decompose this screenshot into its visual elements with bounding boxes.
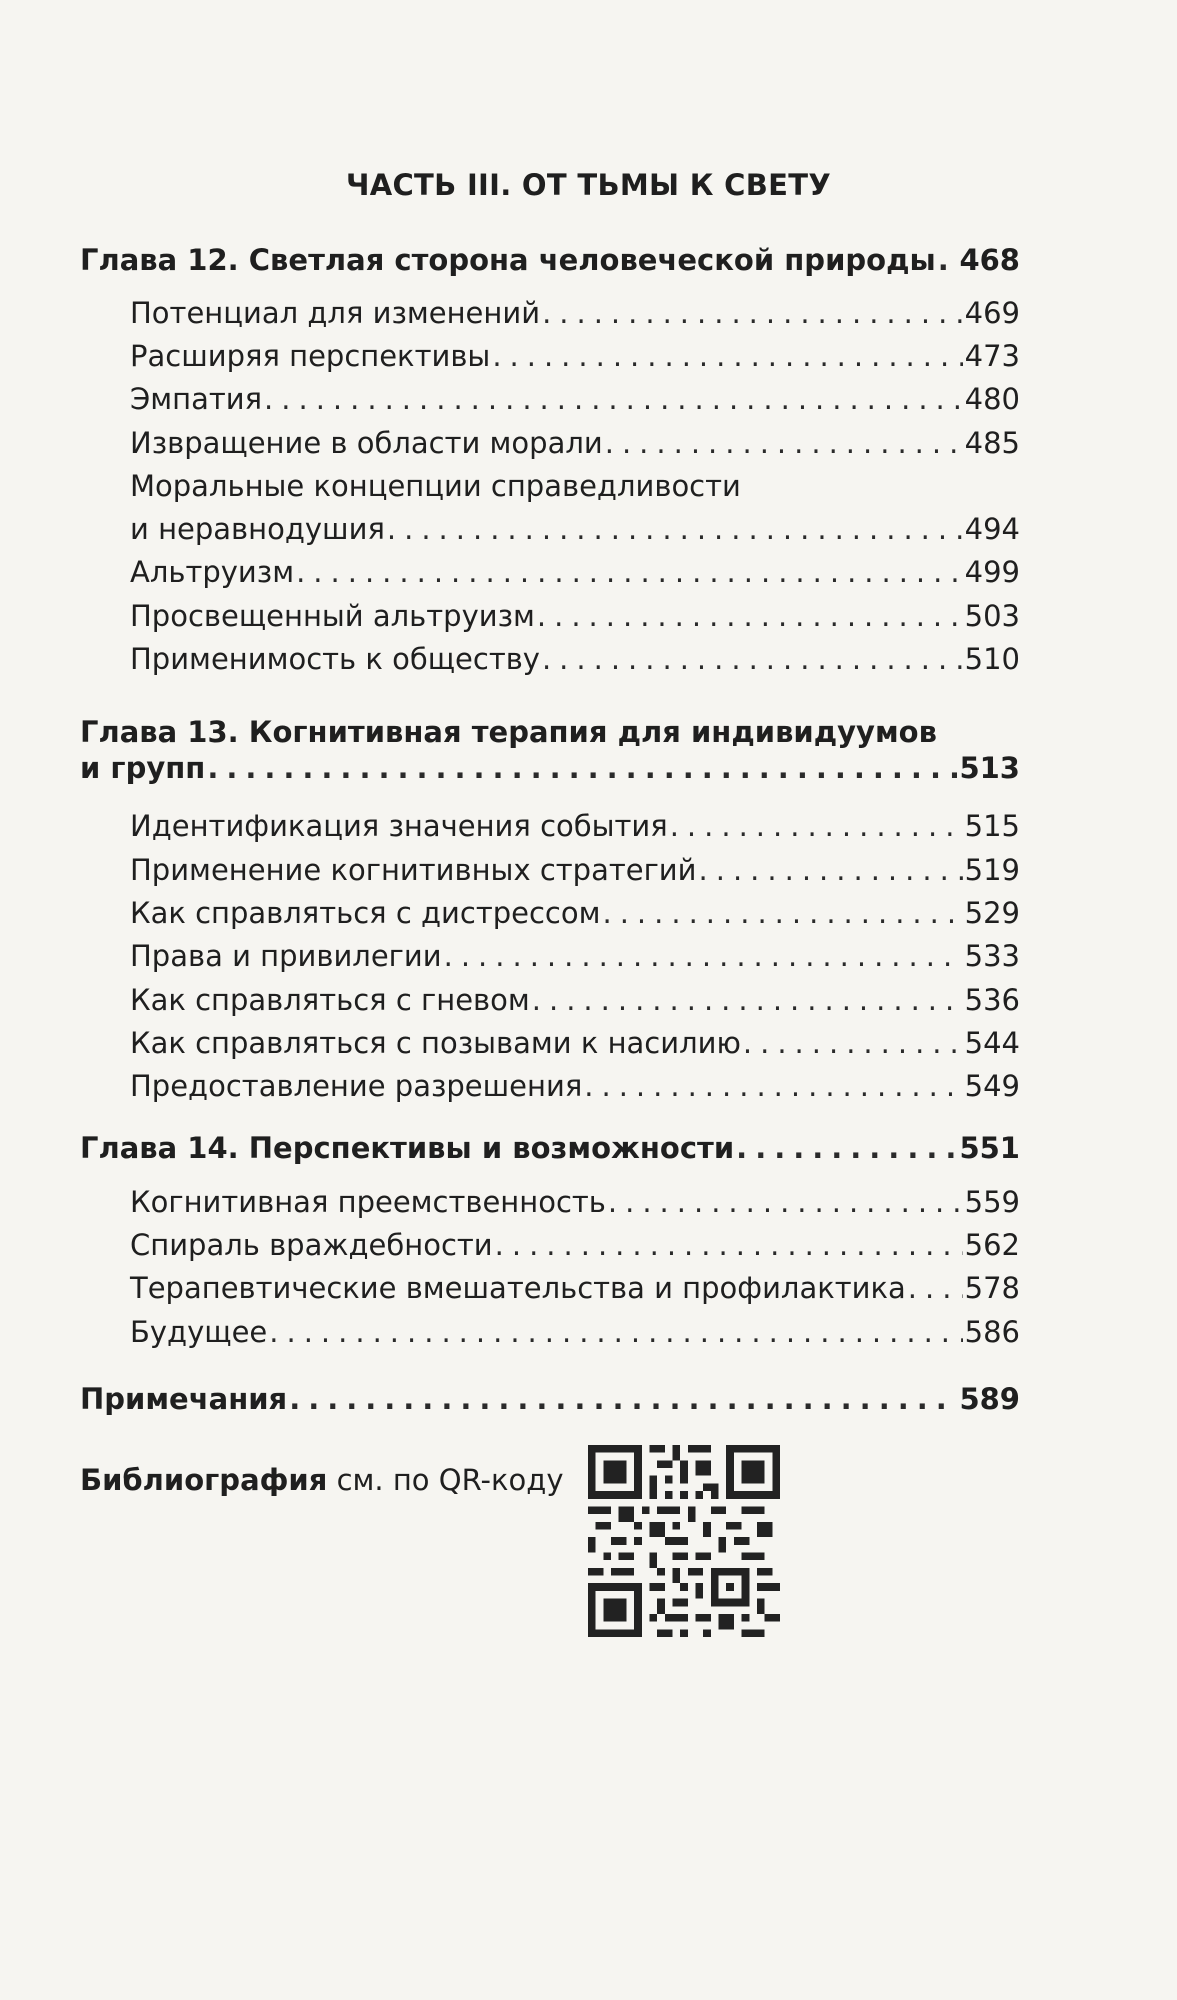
dot-leader (542, 293, 963, 333)
dot-leader (492, 336, 962, 376)
dot-leader (608, 1182, 963, 1222)
dot-leader (387, 509, 963, 549)
toc-item[interactable] (130, 1312, 1020, 1352)
toc-item[interactable] (130, 1023, 1020, 1063)
page-number: 510 (964, 642, 1020, 676)
page-number: 480 (964, 382, 1020, 416)
page-number: 562 (964, 1228, 1020, 1262)
page-number: 499 (964, 555, 1020, 589)
page-number: 549 (964, 1069, 1020, 1103)
toc-item[interactable] (130, 509, 1020, 549)
toc-item[interactable] (130, 893, 1020, 933)
dot-leader (670, 806, 963, 846)
chapter-title: Глава 12. Светлая сторона человеческой природы (80, 243, 936, 277)
page-number: 519 (964, 853, 1020, 887)
item-title: Извращение в области морали (130, 426, 603, 460)
dot-leader (264, 379, 963, 419)
toc-item[interactable] (130, 596, 1020, 636)
item-title: Права и привилегии (130, 939, 442, 973)
bibliography-note (80, 1460, 564, 1500)
item-title: Когнитивная преемственность (130, 1185, 606, 1219)
toc-item[interactable] (130, 1268, 1020, 1308)
item-title: Спираль враждебности (130, 1228, 493, 1262)
page-number: 533 (964, 939, 1020, 973)
dot-leader (699, 850, 963, 890)
dot-leader (289, 1379, 957, 1419)
item-title: Будущее (130, 1315, 268, 1349)
dot-leader (532, 980, 963, 1020)
item-title-line1: Моральные концепции справедливости (130, 469, 741, 503)
page-number: 513 (959, 751, 1020, 785)
bibliography-rest: см. по QR-коду (327, 1463, 564, 1497)
chapter-title: Глава 14. Перспективы и возможности (80, 1131, 735, 1165)
item-title: Идентификация значения события (130, 809, 668, 843)
dot-leader (269, 1312, 962, 1352)
item-title: Терапевтические вмешательства и профилактика (130, 1271, 906, 1305)
part-title: ЧАСТЬ III. ОТ ТЬМЫ К СВЕТУ (346, 168, 831, 202)
toc-chapter-14[interactable] (80, 1128, 1020, 1168)
page-number: 559 (964, 1185, 1020, 1219)
item-title: Альтруизм (130, 555, 295, 589)
toc-item[interactable] (130, 806, 1020, 846)
page-number: 551 (959, 1131, 1020, 1165)
toc-item[interactable] (130, 1182, 1020, 1222)
page-number: 485 (964, 426, 1020, 460)
chapter-title: и групп (80, 751, 206, 785)
dot-leader (743, 1023, 963, 1063)
bibliography-label: Библиография (80, 1463, 328, 1497)
dot-leader (207, 748, 957, 788)
dot-leader (495, 1225, 963, 1265)
dot-leader (938, 240, 958, 280)
page-number: 544 (964, 1026, 1020, 1060)
item-title: Просвещенный альтруизм (130, 599, 535, 633)
page-number: 494 (964, 512, 1020, 546)
page-number: 473 (964, 339, 1020, 373)
toc-item[interactable] (130, 639, 1020, 679)
page-number: 469 (964, 296, 1020, 330)
dot-leader (444, 936, 963, 976)
toc-item[interactable] (130, 379, 1020, 419)
item-title: Предоставление разрешения (130, 1069, 583, 1103)
dot-leader (603, 893, 963, 933)
toc-item[interactable] (130, 423, 1020, 463)
page-number: 578 (964, 1271, 1020, 1305)
toc-item[interactable] (130, 850, 1020, 890)
dot-leader (908, 1268, 963, 1308)
item-title: Как справляться с дистрессом (130, 896, 601, 930)
dot-leader (542, 639, 963, 679)
dot-leader (584, 1066, 962, 1106)
page-number: 536 (964, 983, 1020, 1017)
item-title: Как справляться с гневом (130, 983, 530, 1017)
item-title: и неравнодушия (130, 512, 385, 546)
qr-code-icon[interactable] (588, 1445, 780, 1637)
toc-item[interactable] (130, 336, 1020, 376)
chapter-title-line1: Глава 13. Когнитивная терапия для индивидуумов (80, 715, 937, 749)
item-title: Расширяя перспективы (130, 339, 491, 373)
toc-chapter-13[interactable] (80, 748, 1020, 788)
page-number: 515 (964, 809, 1020, 843)
page-number: 589 (959, 1382, 1020, 1416)
page-number: 468 (959, 243, 1020, 277)
toc-notes[interactable] (80, 1379, 1020, 1419)
toc-chapter-12[interactable] (80, 240, 1020, 280)
toc-item[interactable] (130, 1066, 1020, 1106)
item-title: Применение когнитивных стратегий (130, 853, 697, 887)
toc-item[interactable] (130, 1225, 1020, 1265)
dot-leader (537, 596, 963, 636)
toc-item[interactable] (130, 936, 1020, 976)
toc-item[interactable] (130, 980, 1020, 1020)
item-title: Как справляться с позывами к насилию (130, 1026, 741, 1060)
item-title: Эмпатия (130, 382, 263, 416)
dot-leader (605, 423, 963, 463)
item-title: Применимость к обществу (130, 642, 540, 676)
toc-item[interactable] (130, 293, 1020, 333)
dot-leader (736, 1128, 957, 1168)
toc-item[interactable] (130, 552, 1020, 592)
dot-leader (296, 552, 963, 592)
notes-title: Примечания (80, 1382, 288, 1416)
item-title: Потенциал для изменений (130, 296, 541, 330)
page-number: 529 (964, 896, 1020, 930)
page-number: 503 (964, 599, 1020, 633)
page-number: 586 (964, 1315, 1020, 1349)
